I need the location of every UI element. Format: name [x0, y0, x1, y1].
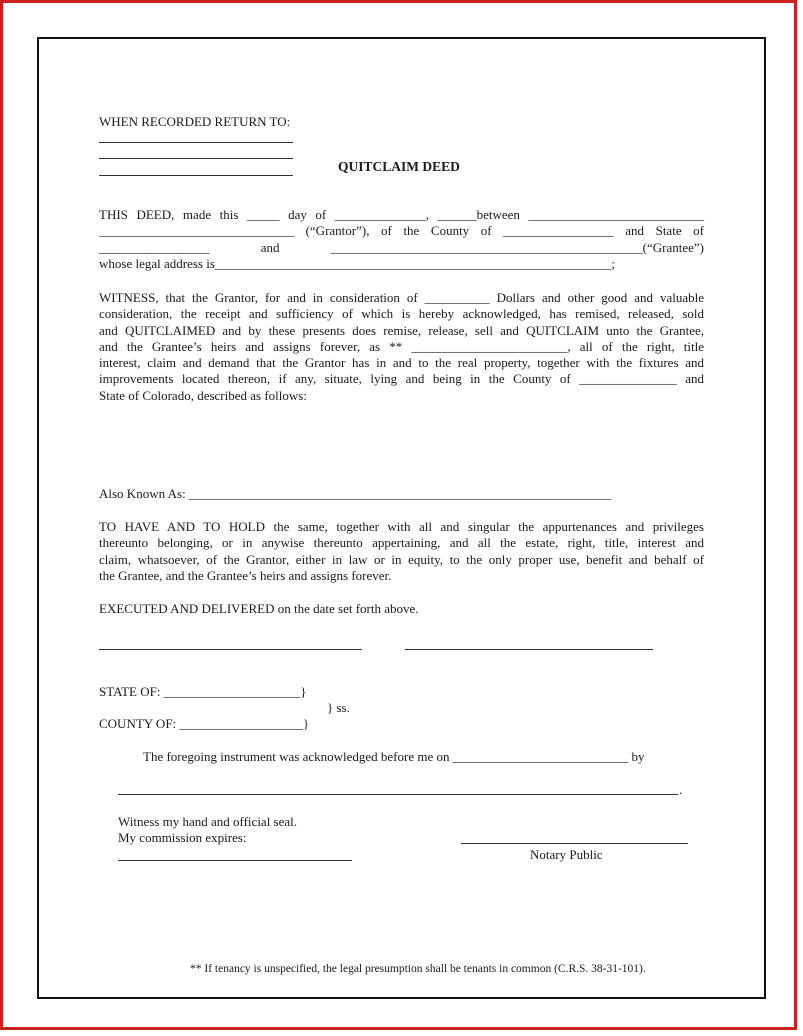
- return-to-line-2: [99, 158, 293, 159]
- acknowledged-period: .: [679, 782, 683, 797]
- habendum-line: the Grantee, and the Grantee’s heirs and assigns forever.: [99, 567, 392, 583]
- deed-line-2: ______________________________ (“Grantor”), of the County of _________________ and State of: [99, 223, 704, 239]
- witness-line: improvements located thereon, if any, situate, lying and being in the County of _______________ and: [99, 371, 704, 387]
- witness-line: and QUITCLAIMED and by these presents does remise, release, sell and QUITCLAIM unto the Grantee,: [99, 322, 704, 338]
- state-of-field: STATE OF: _____________________}: [99, 684, 307, 699]
- witness-line: and the Grantee’s heirs and assigns forever, as ** ________________________, all of the right, title: [99, 338, 704, 354]
- executed-statement: EXECUTED AND DELIVERED on the date set forth above.: [99, 601, 419, 616]
- grantor-signature-line: [99, 649, 362, 650]
- county-of-field: COUNTY OF: ___________________}: [99, 716, 310, 731]
- habendum-line: TO HAVE AND TO HOLD the same, together with all and singular the appurtenances and privileges: [99, 519, 704, 534]
- document-title: QUITCLAIM DEED: [338, 159, 460, 174]
- acknowledged-by-line: [118, 794, 678, 795]
- also-known-as: Also Known As: _________________________________________________________________: [99, 486, 612, 501]
- document-page: [37, 37, 766, 999]
- acknowledgment-statement: The foregoing instrument was acknowledged before me on ___________________________ by: [143, 749, 645, 764]
- tenancy-footnote: ** If tenancy is unspecified, the legal presumption shall be tenants in common (C.R.S. 38-31-101).: [190, 963, 646, 975]
- witness-paragraph: [99, 290, 704, 404]
- habendum-line: thereunto belonging, or in anywise thereunto appertaining, and all the estate, right, title, interest and: [99, 535, 704, 551]
- deed-line-1: THIS DEED, made this _____ day of ______________, ______between ___________________________: [99, 207, 704, 222]
- return-to-line-3: [99, 175, 293, 176]
- deed-line-3: _________________ and ________________________________________________(“Grantee”): [99, 239, 704, 255]
- notary-public-label: Notary Public: [530, 847, 603, 862]
- return-to-line-1: [99, 142, 293, 143]
- habendum-line: claim, whatsoever, of the Grantor, either in law or in equity, to the only proper use, benefit and behalf of: [99, 551, 704, 567]
- notary-signature-line: [461, 843, 688, 844]
- witness-line: interest, claim and demand that the Grantor has in and to the real property, together with the fixtures and: [99, 355, 704, 371]
- ss-bracket: } ss.: [327, 700, 350, 715]
- grantor-signature-line-2: [405, 649, 653, 650]
- return-to-label: WHEN RECORDED RETURN TO:: [99, 114, 291, 129]
- commission-expires-label: My commission expires:: [118, 830, 247, 845]
- commission-expires-line: [118, 860, 352, 861]
- habendum-paragraph: [99, 519, 704, 584]
- witness-line: State of Colorado, described as follows:: [99, 387, 307, 403]
- witness-line: WITNESS, that the Grantor, for and in consideration of __________ Dollars and other good and valuable: [99, 290, 704, 305]
- witness-hand-seal: Witness my hand and official seal.: [118, 814, 298, 829]
- deed-line-4: whose legal address is_____________________________________________________________;: [99, 255, 616, 271]
- deed-opening-paragraph: [99, 207, 704, 272]
- witness-line: consideration, the receipt and sufficiency of which is hereby acknowledged, has remised, released, sold: [99, 306, 704, 322]
